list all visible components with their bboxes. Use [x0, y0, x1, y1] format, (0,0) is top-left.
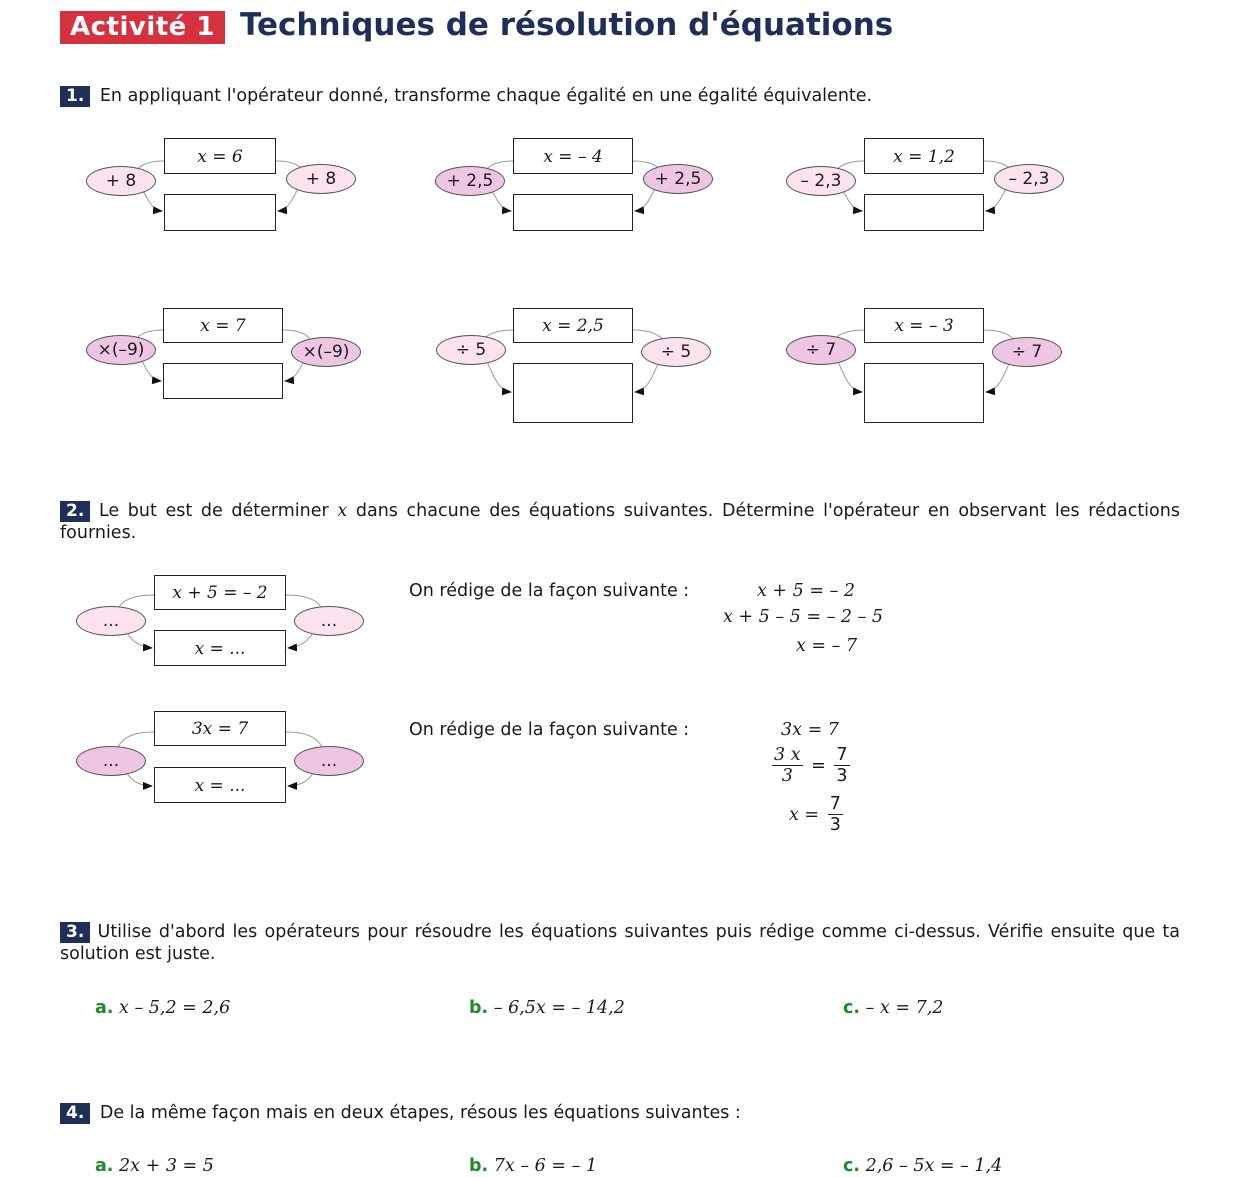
question-text: De la même façon mais en deux étapes, résous les équations suivantes : — [99, 1103, 741, 1123]
result-left: x = — [789, 804, 820, 825]
redaction-caption: On rédige de la façon suivante : — [409, 720, 690, 740]
equation-top-box: x = 7 — [163, 308, 283, 343]
question-text: Utilise d'abord les opérateurs pour résoudre les équations suivantes puis rédige comme ci-dessus. Vérifie ensuite que ta solution est juste. — [60, 922, 1180, 964]
activity-badge: Activité 1 — [60, 11, 225, 44]
operator-right: ÷ 7 — [992, 337, 1062, 367]
operator-left: + 8 — [86, 166, 156, 196]
question-3 — [60, 921, 1180, 965]
equation-top-box: x = 2,5 — [513, 308, 633, 343]
exercise-4c: c. 2,6 – 5x = – 1,4 — [843, 1156, 1003, 1176]
fraction-result: $\frac{7}{3}$ — [829, 794, 841, 835]
question-4 — [60, 1102, 1180, 1124]
answer-box[interactable] — [163, 363, 283, 399]
operator-right[interactable]: ... — [294, 746, 364, 776]
exercise-3b: b. – 6,5x = – 14,2 — [469, 998, 625, 1018]
redaction-line: x + 5 = – 2 — [757, 581, 856, 601]
operator-right: – 2,3 — [994, 164, 1064, 194]
operator-right: + 8 — [286, 164, 356, 194]
answer-box[interactable] — [864, 194, 984, 231]
question-text: En appliquant l'opérateur donné, transforme chaque égalité en une égalité équivalente. — [99, 86, 873, 106]
operator-right: ÷ 5 — [641, 337, 711, 367]
redaction-fraction-line — [789, 794, 843, 835]
operator-left: + 2,5 — [435, 166, 505, 196]
operator-left: – 2,3 — [786, 166, 856, 196]
exercise-3c: c. – x = 7,2 — [843, 998, 944, 1018]
equation-top-box: 3x = 7 — [154, 711, 286, 746]
answer-box[interactable]: x = ... — [154, 630, 286, 666]
answer-box[interactable] — [513, 363, 633, 423]
equals-sign: = — [811, 755, 826, 776]
exercise-4a: a. 2x + 3 = 5 — [95, 1156, 214, 1176]
operator-left[interactable]: ... — [76, 746, 146, 776]
fraction-right: $\frac{7}{3}$ — [836, 745, 848, 786]
operator-left: ×(–9) — [86, 335, 156, 365]
question-number: 2. — [60, 501, 90, 522]
operator-right: ×(–9) — [291, 337, 361, 367]
question-number: 1. — [60, 86, 90, 107]
question-2 — [60, 500, 1180, 544]
equation-top-box: x = – 3 — [864, 308, 984, 343]
operator-left: ÷ 5 — [436, 335, 506, 365]
answer-box[interactable] — [164, 194, 276, 231]
variable-x: x — [337, 501, 348, 521]
redaction-line: x + 5 – 5 = – 2 – 5 — [723, 607, 884, 627]
question-number: 3. — [60, 922, 90, 943]
operator-left: ÷ 7 — [786, 335, 856, 365]
redaction-caption: On rédige de la façon suivante : — [409, 581, 690, 601]
question-number: 4. — [60, 1103, 90, 1124]
equation-top-box: x = 6 — [164, 138, 276, 174]
operator-left[interactable]: ... — [76, 606, 146, 636]
operator-right: + 2,5 — [643, 164, 713, 194]
exercise-4b: b. 7x – 6 = – 1 — [469, 1156, 598, 1176]
equation-top-box: x + 5 = – 2 — [154, 575, 286, 610]
answer-box[interactable] — [513, 194, 633, 231]
answer-box[interactable] — [864, 363, 984, 423]
answer-box[interactable]: x = ... — [154, 767, 286, 803]
redaction-line: x = – 7 — [796, 636, 858, 656]
equation-top-box: x = – 4 — [513, 138, 633, 174]
redaction-fraction-line — [772, 745, 850, 786]
operator-right[interactable]: ... — [294, 606, 364, 636]
equation-top-box: x = 1,2 — [864, 138, 984, 174]
exercise-3a: a. x – 5,2 = 2,6 — [95, 998, 231, 1018]
fraction-left: $\frac{3 x}{3}$ — [774, 745, 801, 786]
question-text-end: dans chacune des équations suivantes. Détermine l'opérateur en observant les rédactions fournies. — [60, 501, 1180, 543]
page-title: Techniques de résolution d'équations — [240, 7, 894, 43]
redaction-line: 3x = 7 — [781, 720, 839, 740]
question-text-start: Le but est de déterminer — [98, 501, 329, 521]
